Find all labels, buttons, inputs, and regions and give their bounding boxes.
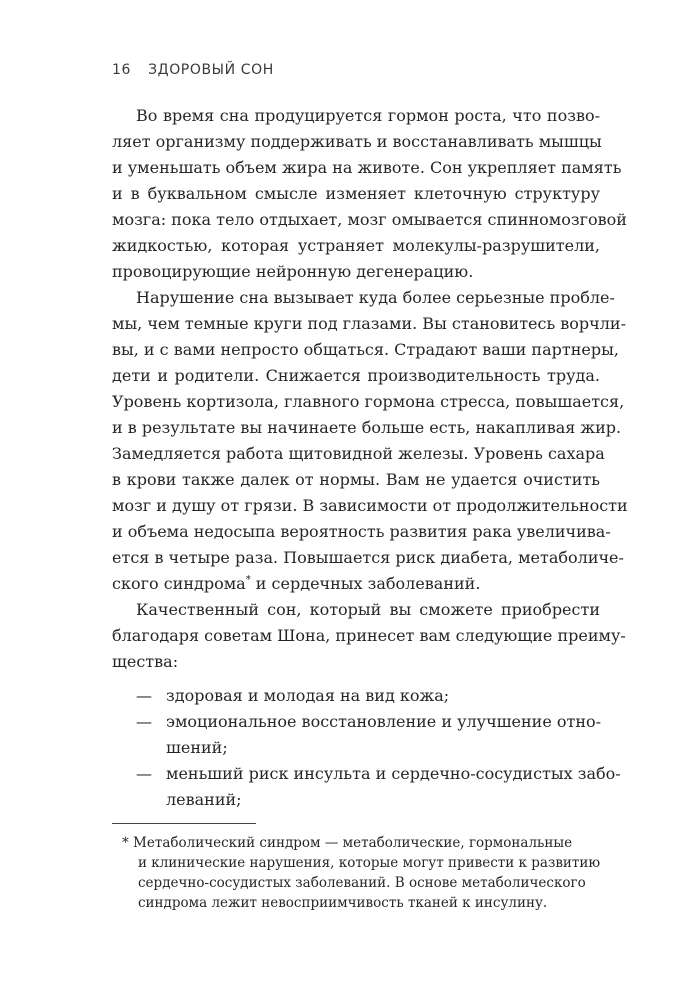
paragraph-1-line: и уменьшать объем жира на животе. Сон укрепляет память xyxy=(112,158,622,177)
footnote-line: и клинические нарушения, которые могут привести к развитию xyxy=(138,855,601,871)
paragraph-2-line: ется в четыре раза. Повышается риск диабета, метаболиче- xyxy=(112,548,624,567)
list-dash: — xyxy=(136,686,152,705)
footnote-divider xyxy=(112,823,256,824)
footnote-line: сердечно-сосудистых заболеваний. В основе метаболического xyxy=(138,875,586,891)
paragraph-2-line: мозг и душу от грязи. В зависимости от продолжительности xyxy=(112,496,628,515)
paragraph-2-line: и в результате вы начинаете больше есть, накапливая жир. xyxy=(112,418,622,437)
paragraph-2-line: дети и родители. Снижается производительность труда. xyxy=(112,366,600,385)
running-title: ЗДОРОВЫЙ СОН xyxy=(148,62,274,78)
paragraph-1-line: мозга: пока тело отдыхает, мозг омывается спинномозговой xyxy=(112,210,627,229)
list-item xyxy=(112,709,600,735)
list-item-text: эмоциональное восстановление и улучшение отно- xyxy=(166,712,602,731)
list-item xyxy=(112,683,600,709)
paragraph-1-line: и в буквальном смысле изменяет клеточную структуру xyxy=(112,184,600,203)
paragraph-2-line: Нарушение сна вызывает куда более серьезные пробле- xyxy=(136,288,615,307)
list-item-text: здоровая и молодая на вид кожа; xyxy=(166,686,450,705)
footnote xyxy=(112,833,600,913)
benefits-list xyxy=(112,683,621,813)
paragraph-2-text: и сердечных заболеваний. xyxy=(255,574,481,593)
list-dash: — xyxy=(136,712,152,731)
paragraph-3-line: щества: xyxy=(112,652,179,671)
list-item xyxy=(112,761,621,787)
list-item-continuation: леваний; xyxy=(166,790,242,809)
paragraph-1-line: провоцирующие нейронную дегенерацию. xyxy=(112,262,474,281)
footnote-marker: * xyxy=(122,835,129,851)
paragraph-2-line: в крови также далек от нормы. Вам не удается очистить xyxy=(112,470,600,489)
page-number: 16 xyxy=(112,62,132,78)
body-text xyxy=(112,103,628,813)
paragraph-2-text: ского синдрома xyxy=(112,574,246,593)
footnote-reference: * xyxy=(245,574,251,586)
paragraph-1-line: жидкостью, которая устраняет молекулы-разрушители, xyxy=(112,236,600,255)
paragraph-3-line: Качественный сон, который вы сможете приобрести xyxy=(136,600,600,619)
paragraph-1-line: Во время сна продуцируется гормон роста, что позво- xyxy=(136,106,600,125)
paragraph-2-line: мы, чем темные круги под глазами. Вы становитесь ворчли- xyxy=(112,314,626,333)
paragraph-3-line: благодаря советам Шона, принесет вам следующие преиму- xyxy=(112,626,626,645)
paragraph-2-line: Замедляется работа щитовидной железы. Уровень сахара xyxy=(112,444,605,463)
paragraph-2-last-line xyxy=(112,571,600,597)
list-dash: — xyxy=(136,764,152,783)
footnote-first-line xyxy=(112,833,600,853)
running-header xyxy=(112,62,274,78)
list-item-text: меньший риск инсульта и сердечно-сосудистых забо- xyxy=(166,764,621,783)
footnote-text: Метаболический синдром — метаболические, гормональные xyxy=(133,835,573,851)
paragraph-2-line: и объема недосыпа вероятность развития рака увеличива- xyxy=(112,522,611,541)
paragraph-2-line: Уровень кортизола, главного гормона стресса, повышается, xyxy=(112,392,625,411)
paragraph-2-line: вы, и с вами непросто общаться. Страдают ваши партнеры, xyxy=(112,340,619,359)
footnote-line: синдрома лежит невосприимчивость тканей к инсулину. xyxy=(138,895,548,911)
list-item-continuation: шений; xyxy=(166,738,228,757)
paragraph-1-line: ляет организму поддерживать и восстанавливать мышцы xyxy=(112,132,602,151)
